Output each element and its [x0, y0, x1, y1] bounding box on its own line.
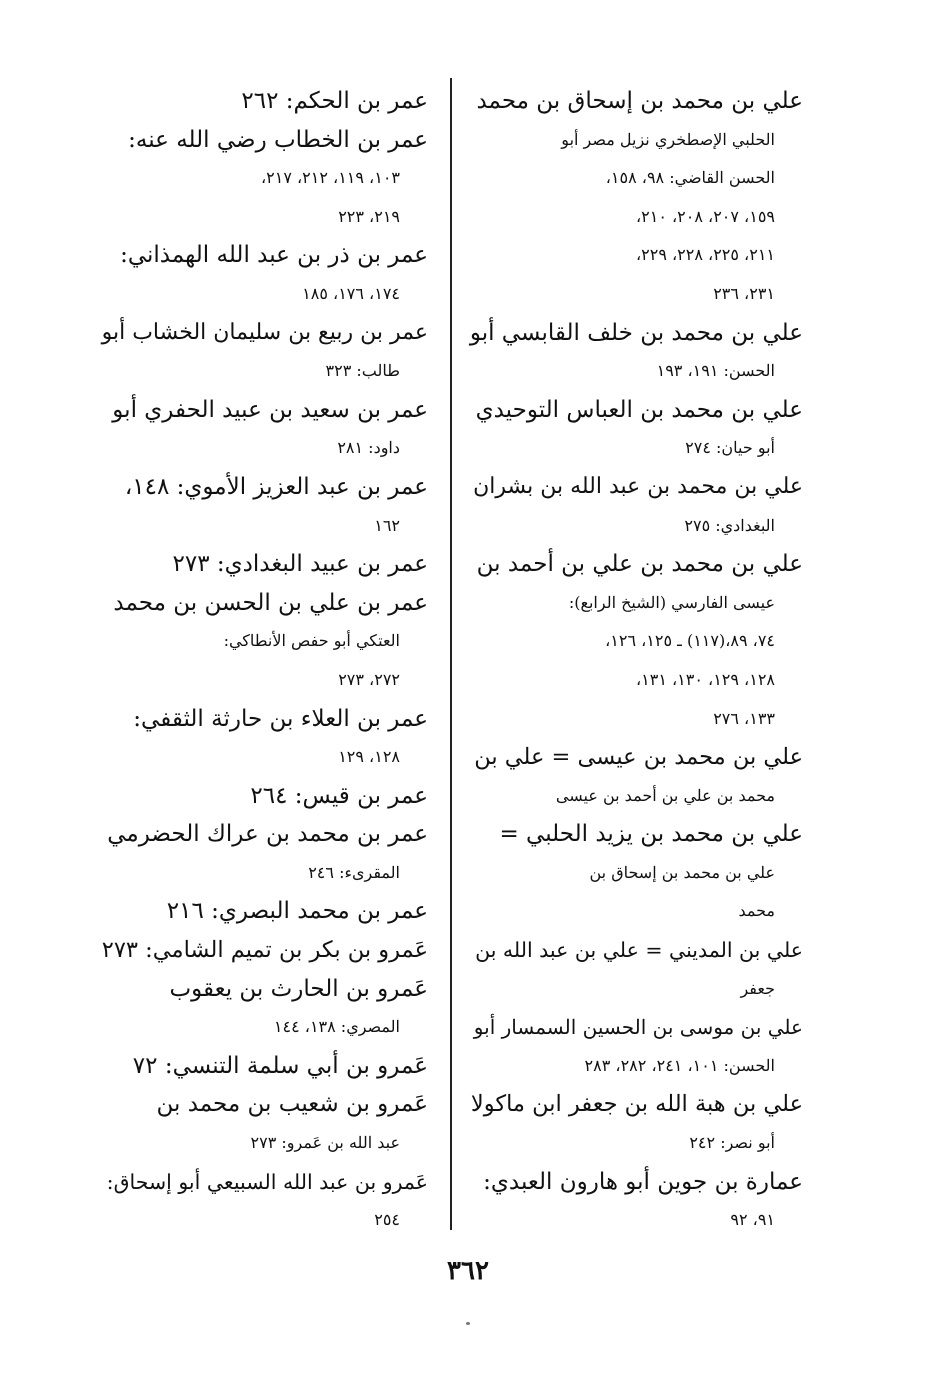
index-column-left	[100, 82, 428, 1240]
index-entry-line: ١٠٣، ١١٩، ٢١٢، ٢١٧،	[260, 168, 400, 188]
index-entry-line: البغدادي: ٢٧٥	[684, 515, 775, 535]
index-entry-line: ٩١، ٩٢	[730, 1210, 775, 1230]
index-entry	[100, 82, 428, 121]
index-entry-line: ١٢٨، ١٢٩، ١٣٠، ١٣١،	[635, 669, 775, 689]
index-entry	[100, 970, 428, 1047]
index-entry-line: عبد الله بن عَمرو: ٢٧٣	[250, 1133, 400, 1153]
index-entry-line: عمر بن ذر بن عبد الله الهمذاني:	[120, 242, 428, 269]
index-entry	[470, 314, 803, 391]
index-entry-line: محمد بن علي بن أحمد بن عيسى	[555, 785, 775, 805]
index-entry	[100, 1047, 428, 1086]
index-entry-line: عَمرو بن شعيب بن محمد بن	[156, 1091, 428, 1118]
index-entry	[470, 468, 803, 545]
index-entry	[470, 1163, 803, 1240]
index-entry-line: علي بن هبة الله بن جعفر ابن ماكولا	[470, 1091, 803, 1118]
index-entry	[470, 1008, 803, 1085]
index-entry-line: العتكي أبو حفص الأنطاكي:	[223, 631, 400, 651]
index-entry	[470, 1085, 803, 1162]
index-entry-line: ٢١٩، ٢٢٣	[338, 206, 400, 226]
column-divider	[450, 78, 452, 1230]
index-entry-line: محمد	[738, 901, 775, 921]
index-entry-line: عمر بن العلاء بن حارثة الثقفي:	[133, 705, 428, 732]
index-entry-line: داود: ٢٨١	[337, 438, 400, 458]
index-entry-line: ١٥٩، ٢٠٧، ٢٠٨، ٢١٠،	[635, 206, 775, 226]
index-entry-line: ١٦٢	[374, 515, 400, 535]
index-entry-line: علي بن محمد بن العباس التوحيدي	[475, 396, 803, 423]
index-entry-line: عمر بن محمد بن عراك الحضرمي	[107, 821, 428, 848]
index-entry-line: علي بن محمد بن عبد الله بن بشران	[473, 473, 803, 499]
index-entry-line: المصري: ١٣٨، ١٤٤	[273, 1017, 400, 1037]
index-entry-line: ٢٣١، ٢٣٦	[713, 283, 775, 303]
index-entry	[470, 931, 803, 1008]
index-entry	[470, 82, 803, 314]
index-entry-line: المقرىء: ٢٤٦	[308, 862, 400, 882]
index-entry	[100, 584, 428, 700]
index-entry-line: علي بن المديني = علي بن عبد الله بن	[475, 938, 803, 963]
index-entry	[100, 468, 428, 545]
index-entry	[470, 545, 803, 738]
index-entry-line: علي بن محمد بن خلف القابسي أبو	[469, 319, 803, 346]
index-entry	[100, 931, 428, 970]
index-entry-line: علي بن محمد بن إسحاق بن	[589, 862, 775, 882]
index-entry-line: عَمرو بن عبد الله السبيعي أبو إسحاق:	[106, 1169, 428, 1194]
index-entry-line: علي بن محمد بن علي بن أحمد بن	[476, 551, 803, 578]
index-column-right	[470, 82, 803, 1240]
scan-speck	[466, 1322, 470, 1325]
index-entry-line: عمارة بن جوين أبو هارون العبدي:	[483, 1168, 803, 1195]
index-entry-line: عَمرو بن الحارث بن يعقوب	[169, 975, 428, 1002]
index-entry-line: عَمرو بن بكر بن تميم الشامي: ٢٧٣	[101, 937, 428, 964]
index-entry	[100, 314, 428, 391]
index-entry-line: ١٧٤، ١٧٦، ١٨٥	[302, 283, 400, 303]
index-entry-line: الحسن: ١٩١، ١٩٣	[656, 361, 775, 381]
index-entry	[100, 700, 428, 777]
index-entry	[100, 892, 428, 931]
index-entry-line: ٢٧٢، ٢٧٣	[338, 669, 400, 689]
index-entry-line: عمر بن ربيع بن سليمان الخشاب أبو	[101, 319, 428, 345]
index-entry-line: عمر بن عبيد البغدادي: ٢٧٣	[172, 551, 428, 578]
index-entry	[100, 121, 428, 237]
index-entry	[100, 1085, 428, 1162]
index-entry-line: ٢٥٤	[374, 1210, 400, 1230]
index-entry	[470, 815, 803, 931]
index-entry-line: علي بن محمد بن إسحاق بن محمد	[476, 88, 803, 114]
index-entry-line: الحسن: ١٠١، ٢٤١، ٢٨٢، ٢٨٣	[584, 1055, 775, 1075]
index-entry-line: أبو نصر: ٢٤٢	[689, 1133, 775, 1153]
index-entry	[470, 738, 803, 815]
index-entry-line: الحلبي الإصطخري نزيل مصر أبو	[561, 129, 775, 149]
index-entry	[470, 391, 803, 468]
index-entry-line: عمر بن علي بن الحسن بن محمد	[113, 589, 428, 616]
index-entry-line: علي بن محمد بن يزيد الحلبي =	[499, 821, 803, 848]
index-entry-line: عمر بن محمد البصري: ٢١٦	[166, 898, 428, 925]
index-entry-line: علي بن محمد بن عيسى = علي بن	[474, 744, 803, 771]
index-entry-line: عمر بن سعيد بن عبيد الحفري أبو	[112, 396, 428, 423]
index-entry-line: عمر بن الحكم: ٢٦٢	[241, 88, 428, 114]
index-entry-line: ٧٤، ٨٩،(١١٧) ـ ١٢٥، ١٢٦،	[605, 631, 775, 651]
index-entry-line: عمر بن عبد العزيز الأموي: ١٤٨،	[124, 473, 428, 500]
index-entry-line: عمر بن الخطاب رضي الله عنه:	[128, 126, 428, 153]
index-entry	[100, 236, 428, 313]
index-entry-line: جعفر	[740, 978, 775, 998]
index-entry	[100, 1163, 428, 1240]
index-entry-line: عَمرو بن أبي سلمة التنسي: ٧٢	[132, 1052, 428, 1079]
index-entry-line: ١٣٣، ٢٧٦	[713, 708, 775, 728]
page-number: ٣٦٢	[447, 1256, 489, 1286]
index-entry	[100, 815, 428, 892]
index-entry	[100, 391, 428, 468]
index-entry-line: أبو حيان: ٢٧٤	[685, 438, 775, 458]
index-entry-line: عمر بن قيس: ٢٦٤	[250, 782, 428, 809]
index-entry-line: الحسن القاضي: ٩٨، ١٥٨،	[605, 168, 775, 188]
index-entry-line: علي بن موسى بن الحسين السمسار أبو	[473, 1015, 803, 1040]
index-entry-line: ١٢٨، ١٢٩	[338, 747, 400, 767]
index-entry	[100, 777, 428, 816]
index-entry-line: ٢١١، ٢٢٥، ٢٢٨، ٢٢٩،	[635, 245, 775, 265]
index-entry-line: عيسى الفارسي (الشيخ الرابع):	[568, 592, 775, 612]
index-entry	[100, 545, 428, 584]
index-entry-line: طالب: ٣٢٣	[325, 361, 400, 381]
